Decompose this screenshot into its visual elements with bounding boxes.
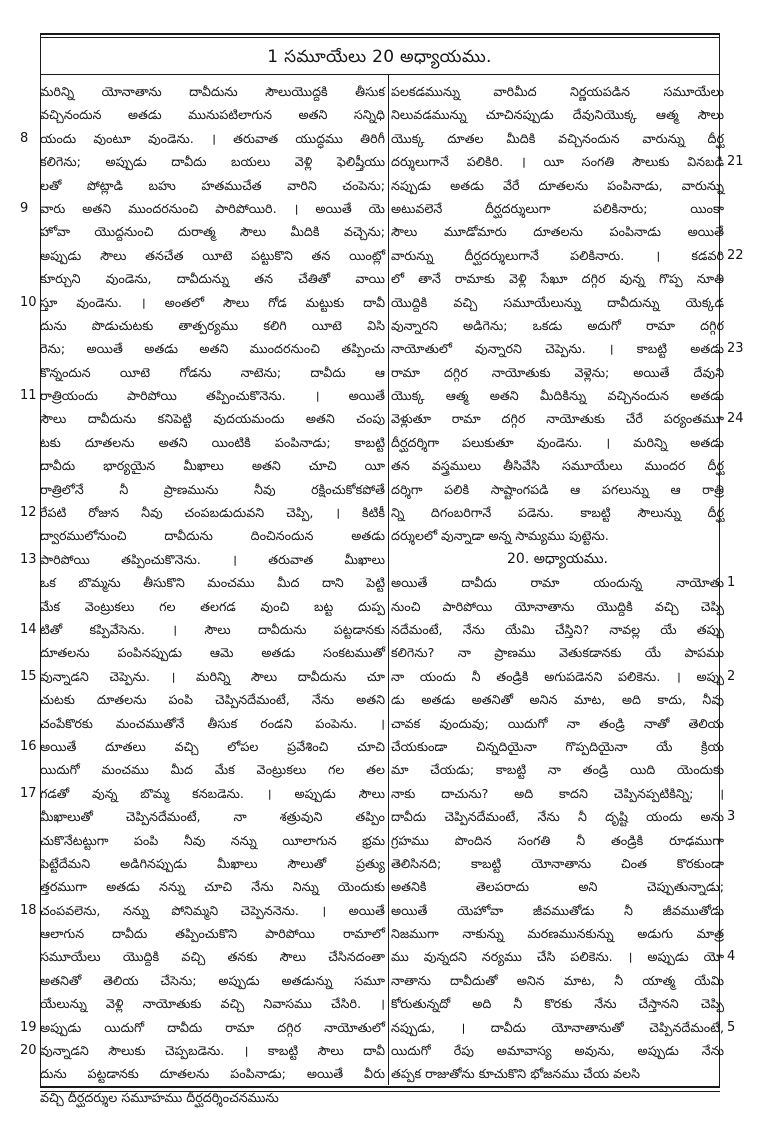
- text-line: [40, 595, 385, 618]
- line-text: టితో కప్పివేసెను. । సౌలు దావీదును పట్టడానకు: [40, 621, 385, 637]
- line-text: నిలువడమున్ను చూచినప్పుడు దేవునియొక్క ఆత్మ సౌలు: [391, 107, 724, 123]
- line-text: వున్నారని అడిగెను; ఒకడు అదుగో రామా దగ్గిర: [391, 317, 724, 333]
- text-line: [40, 992, 385, 1015]
- verse-number: 22: [727, 247, 744, 263]
- text-line: [391, 641, 724, 664]
- line-text: పారిపోయి తప్పించుకొనెను. । తరువాత మీఖాలు: [40, 551, 385, 567]
- text-line: [40, 641, 385, 664]
- text-line: [20, 548, 385, 571]
- text-line: [391, 1039, 724, 1062]
- line-text: చంపవలెను, నన్ను పోనిమ్మని చెప్పెననెను. । అయితే: [40, 902, 385, 918]
- text-line: [20, 197, 385, 220]
- top-border: [40, 33, 720, 35]
- line-text: నిజముగా నాకున్ను మరణమునకున్ను అడుగు మాత్ర: [391, 926, 724, 942]
- text-line: [40, 688, 385, 711]
- text-line: [20, 665, 385, 688]
- text-line: [391, 829, 724, 852]
- text-line: [391, 314, 724, 337]
- verse-number: 14: [20, 621, 37, 637]
- line-text: మేక వెంట్రుకలు గల తలగడ వుంచి బట్ట దుప్ప: [40, 598, 385, 614]
- line-text: చంపేకొరకు మంచముతోనే తీసుక రండని పంపెను. ।: [40, 715, 385, 731]
- verse-number: 12: [20, 505, 37, 521]
- line-text: దర్శిగా పలికి సాష్టాంగపడి ఆ పగలున్ను ఆ రాత్రి: [391, 481, 724, 497]
- text-line: [391, 688, 724, 711]
- text-line: [391, 431, 724, 454]
- line-text: లో తానే రామాకు వెళ్లి సేఖూ దగ్గిర వున్న గొప్ప నూతి: [391, 271, 724, 287]
- text-line: [20, 618, 385, 641]
- text-line: [391, 361, 724, 384]
- text-line: [391, 805, 736, 828]
- line-text: డు అతడు అతనితో అనిన మాట, అది కాదు, నీవు: [391, 692, 724, 708]
- verse-number: 9: [20, 200, 29, 216]
- text-line: [391, 291, 724, 314]
- verse-number: 16: [20, 738, 37, 754]
- text-line: [40, 524, 385, 547]
- verse-number: 23: [727, 341, 744, 357]
- text-line: [391, 103, 724, 126]
- line-text: యిదుగో రేపు అమావాస్య అవును, అప్పుడు నేను: [391, 1043, 724, 1059]
- text-line: [391, 407, 744, 430]
- text-line: [391, 618, 724, 641]
- text-line: [391, 782, 724, 805]
- text-line: [391, 150, 744, 173]
- text-line: [391, 384, 724, 407]
- text-line: [391, 454, 724, 477]
- text-line: [20, 291, 385, 314]
- verse-number: 10: [20, 294, 37, 310]
- text-line: [40, 758, 385, 781]
- line-text: సౌలు దావీదును కనిపెట్టి వుదయమందు అతని చంపు: [40, 411, 385, 427]
- line-text: వచ్చి దీర్ఘదర్శుల సమూహము దీర్ఘదర్శించనమును: [40, 1089, 279, 1105]
- line-text: కలిగెను; అప్పుడు దావీదు బయలు వెళ్లి ఫెలిష్తీయు: [40, 154, 385, 170]
- chapter-heading-text: 20. అధ్యాయము.: [507, 550, 608, 567]
- text-line: [391, 220, 724, 243]
- line-text: హోవా యొద్దనుంచి దురాత్మ సౌలు మీదికి వచ్చెను;: [40, 224, 385, 240]
- text-line: [40, 829, 385, 852]
- line-text: దీర్ఘదర్శిగా పలుకుతూ వుండెను. । మరిన్ని అతడు: [391, 434, 724, 450]
- text-line: [391, 712, 724, 735]
- text-line: [391, 174, 724, 197]
- text-line: [20, 1016, 385, 1039]
- text-line: [40, 103, 385, 126]
- line-text: వెళ్లుతూ రామా దగ్గిర నాయోతుకు చేరే పర్యంతమూ: [391, 411, 724, 427]
- text-line: [391, 80, 724, 103]
- text-line: [40, 478, 385, 501]
- line-text: అప్పుడు యిదుగో దావీదు రామా దగ్గిర నాయోతులో: [40, 1019, 385, 1035]
- text-line: [20, 127, 385, 150]
- text-line: [20, 735, 385, 758]
- verse-number: 2: [727, 668, 736, 684]
- verse-number: 3: [727, 809, 736, 825]
- column-divider: [388, 75, 389, 1085]
- text-line: [40, 314, 385, 337]
- text-line: [40, 220, 385, 243]
- line-text: ద్వారములోనుంచి దావీదును దించినందున అతడు: [40, 528, 385, 544]
- text-line: [40, 337, 385, 360]
- line-text: చావక వుందువు; యిదుగో నా తండ్రి నాతో తెలియ: [391, 715, 724, 731]
- text-line: [40, 969, 385, 992]
- line-text: దును పొడుచుటకు తాత్పర్యము కలిగి యీటె విసి: [40, 317, 385, 333]
- text-line: [391, 922, 724, 945]
- text-line: [391, 501, 724, 524]
- line-text: దును పట్టడానకు దూతలను పంపినాడు; అయితే వీరు: [40, 1066, 385, 1082]
- text-line: [20, 1039, 385, 1062]
- text-line: [391, 524, 724, 547]
- line-text: మరిన్ని యోనాతాను దావీదును సౌలుయొద్దకి తీసుక: [40, 84, 385, 99]
- line-text: దావీదు చెప్పినదేమంటే, నేను నీ దృష్టి యందు అను: [391, 809, 724, 825]
- left-column: [20, 80, 385, 1109]
- header-rule: [40, 74, 720, 75]
- line-text: యందు వుంటూ వుండెను. । తరువాత యుద్ధము తిరిగీ: [40, 130, 385, 146]
- text-line: [391, 127, 724, 150]
- line-text: కలిగెను? నా ప్రాణము వెతుకడానకు యే పాపము: [391, 645, 724, 661]
- line-text: ఆలాగున దావీదు తప్పించుకొని పారిపోయి రామాలో: [40, 926, 385, 942]
- text-line: [391, 197, 724, 220]
- right-column: [391, 80, 744, 1086]
- line-text: నాకు దాచును? అది కాదని చెప్పినప్పటికిన్ని; ।: [391, 785, 724, 801]
- line-text: రామా దగ్గిర నాయోతుకు వెళ్లెను; అయితే దేవుని: [391, 364, 724, 380]
- text-line: [391, 875, 724, 898]
- line-text: యొక్క ఆత్మ అతని మీదికిన్ను వచ్చినందున అతడు: [391, 388, 724, 404]
- text-line: [40, 267, 385, 290]
- line-text: స్తూ వుండెను. । అంతలో సౌలు గోడ మట్టుకు దావీ: [40, 294, 385, 310]
- line-text: త్తరముగా అతడు నన్ను చూచి నేను నిన్ను యెందుకు: [40, 879, 385, 895]
- line-text: సమూయేలు యొద్దికి వచ్చి తనకు సౌలు చేసినదంతా: [40, 949, 385, 965]
- verse-number: 20: [20, 1043, 37, 1059]
- page-title: 1 సమూయేలు 20 అధ్యాయము.: [267, 47, 492, 67]
- top-border-inner: [40, 37, 720, 38]
- line-text: రేపటి రోజున నీవు చంపబడుదువని చెప్పి, । కిటికీ: [40, 505, 385, 521]
- line-text: నప్పుడు అతడు వేరే దూతలను పంపినాడు, వారున్ను: [391, 177, 724, 193]
- text-line: [40, 407, 385, 430]
- verse-number: 4: [727, 949, 736, 965]
- text-line: [391, 665, 736, 688]
- line-text: దర్శులలో వున్నాడా అన్న సామ్యము పుట్టెను.: [391, 528, 609, 544]
- text-line: [391, 267, 724, 290]
- text-line: [40, 922, 385, 945]
- text-line: [391, 758, 724, 781]
- line-text: టకు దూతలను అతని యింటికి పంపినాడు; కాబట్టి: [40, 434, 385, 450]
- line-text: సౌలు మూడోమారు దూతలను పంపినాడు అయితే: [391, 224, 724, 240]
- line-text: గ్రహము పొందిన సంగతి నీ తండ్రికి రూఢముగా: [391, 832, 724, 848]
- text-line: [20, 384, 385, 407]
- line-text: తెలిసినది; కాబట్టి యోనాతాను చింత కొరకుండా: [391, 855, 724, 871]
- line-text: పలకడమున్ను వారిమీద నిర్ణయపడిన సమూయేలు: [391, 84, 724, 99]
- line-text: వారున్ను దీర్ఘదర్శులుగానే పలికినారు. । కడవరి: [391, 247, 724, 263]
- text-line: [40, 174, 385, 197]
- line-text: అయితే యెహోవా జీవముతోడు నీ జీవముతోడు: [391, 902, 724, 918]
- text-line: [20, 782, 385, 805]
- verse-number: 19: [20, 1019, 37, 1035]
- line-text: చేయకుండా చిన్నదియైనా గొప్పదియైనా యే క్రియ: [391, 738, 724, 754]
- line-text: దూతలను పంపినప్పుడు ఆమె అతడు సంకటముతో: [40, 645, 385, 661]
- line-text: మా చేయడు; కాబట్టి నా తండ్రి యిది యెందుకు: [391, 762, 724, 778]
- verse-number: 18: [20, 902, 37, 918]
- text-line: [391, 595, 724, 618]
- text-line: [40, 852, 385, 875]
- line-text: కోరుతున్నదో అది నీ కొరకు నేను చేస్తానని చెప్పి: [391, 996, 724, 1012]
- text-line: [40, 361, 385, 384]
- verse-number: 1: [727, 575, 736, 591]
- verse-number: 8: [20, 130, 29, 146]
- text-line: [40, 150, 385, 173]
- line-text: ము వున్నదని నర్యము చేసి పలికెను. । అప్పుడు యో: [391, 949, 724, 965]
- text-line: [40, 1062, 385, 1085]
- text-line: [391, 899, 724, 922]
- text-line: [391, 1062, 724, 1085]
- verse-number: 5: [727, 1019, 736, 1035]
- text-line: [391, 244, 744, 267]
- line-text: అయితే దావీదు రామా యందున్న నాయోతు: [391, 575, 724, 591]
- line-text: నదేమంటే, నేను యేమి చేస్తిని? నావల్ల యే తప్పు: [391, 621, 724, 637]
- line-text: తప్పక రాజుతోను కూచుకొని భోజనము చేయ వలసి: [391, 1066, 641, 1082]
- text-line: [391, 337, 744, 360]
- line-text: అటువలెనే దీర్ఘదర్శులుగా పలికినారు; యింకా: [391, 200, 724, 216]
- line-text: దావీదు భార్యయైన మీఖాలు అతని చూచి యీ: [40, 458, 385, 474]
- line-text: కూర్చుని వుండెను, దావీదున్ను తన చేతితో వాయి: [40, 271, 385, 287]
- line-text: ఒక బొమ్మను తీసుకొని మంచము మీద దాని పెట్టి: [40, 575, 385, 591]
- line-text: రాత్రియందు పారిపోయి తప్పించుకొనెను. । అయితే: [40, 388, 385, 404]
- line-text: లతో పోట్లాడి బహు హతముచేత వారిని చంపెను;: [40, 177, 385, 193]
- line-text: అయితే దూతలు వచ్చి లోపల ప్రవేశించి చూచి: [40, 738, 385, 754]
- text-line: [391, 992, 724, 1015]
- text-line: [40, 805, 385, 828]
- chapter-heading: [391, 548, 724, 571]
- text-line: [391, 1016, 736, 1039]
- line-text: తన వస్త్రములు తీసివేసి సమూయేలు ముందర దీర్ఘ: [391, 458, 724, 474]
- line-text: వచ్చినందున అతడు మునుపటిలాగున అతని సన్నిధి: [40, 107, 385, 123]
- line-text: యొద్దికి వచ్చి సమూయేలున్ను దావీదున్ను యెక్కడ: [391, 294, 724, 310]
- line-text: పెట్టేదేమని అడిగినప్పుడు మీఖాలు సౌలుతో ప్రత్యు: [40, 855, 385, 871]
- text-line: [40, 571, 385, 594]
- verse-number: 17: [20, 785, 37, 801]
- text-line: [40, 712, 385, 735]
- text-line: [391, 478, 724, 501]
- text-line: [391, 945, 736, 968]
- line-text: కొన్నందున యీటె గోడను నాటెను; దావీదు ఆ: [40, 364, 385, 380]
- text-line: [40, 1086, 385, 1109]
- verse-number: 11: [20, 388, 37, 404]
- line-text: అప్పుడు సౌలు తనచేత యీటె పట్టుకొని తన యింట్లో: [40, 247, 385, 263]
- text-line: [40, 945, 385, 968]
- line-text: వున్నాడని సౌలుకు చెప్పబడెను. । కాబట్టి సౌలు దావీ: [40, 1043, 385, 1059]
- verse-number: 21: [727, 154, 744, 170]
- text-line: [391, 852, 724, 875]
- line-text: దర్శులుగానే పలికిరి. । యీ సంగతి సౌలుకు వినబడి: [391, 154, 724, 170]
- text-line: [391, 969, 724, 992]
- text-line: [40, 875, 385, 898]
- text-line: [20, 899, 385, 922]
- line-text: వున్నాడని చెప్పెను. । మరిన్ని సౌలు దావీదును చూ: [40, 668, 385, 684]
- verse-number: 13: [20, 551, 37, 567]
- line-text: రాత్రిలోనే నీ ప్రాణమును నీవు రక్షించుకోకపోతే: [40, 481, 385, 497]
- text-line: [40, 244, 385, 267]
- text-line: [391, 735, 724, 758]
- line-text: అతనితో తెలియ చేసెను; అప్పుడు అతడున్ను సమూ: [40, 972, 385, 988]
- line-text: యేలున్ను వెళ్లి నాయోతుకు వచ్చి నివాసము చేసిరి. ।: [40, 996, 385, 1012]
- line-text: యొక్క దూతల మీదికి వచ్చినందున వారున్ను దీర్ఘ: [391, 130, 724, 146]
- line-text: యిదుగో మంచము మీద మేక వెంట్రుకలు గల తల: [40, 762, 385, 778]
- line-text: అతనికి తెలపరాదు అని చెప్పుతున్నాడు;: [391, 879, 724, 895]
- line-text: నాతాను దావీదుతో అనిన మాట, నీ యాత్మ యేమి: [391, 972, 724, 988]
- line-text: చుటకు దూతలను పంపి చెప్పినదేమంటే, నేను అతని: [40, 692, 385, 708]
- line-text: నప్పుడు, । దావీదు యోనాతానుతో చెప్పినదేమంటే,: [391, 1019, 724, 1035]
- text-line: [40, 454, 385, 477]
- line-text: చుకొనేటట్టుగా పంపి నీవు నన్ను యీలాగున భ్రమ: [40, 832, 385, 848]
- line-text: నుంచి పారిపోయి యోనాతాను యొద్దికి వచ్చి చెప్పి: [391, 598, 724, 614]
- line-text: నా యందు నీ తండ్రికి అగుపడెనని పలికెను. । అప్పు: [391, 668, 724, 684]
- line-text: వారు అతని ముందరనుంచి పారిపోయిరి. । అయితే యె: [40, 200, 385, 216]
- text-line: [391, 571, 736, 594]
- line-text: న్ని దిగంబరిగానే పడెను. కాబట్టి సౌలున్ను దీర్ఘ: [391, 505, 724, 521]
- text-line: [40, 431, 385, 454]
- line-text: గడతో వున్న బొమ్మ కనబడెను. । అప్పుడు సౌలు: [40, 785, 385, 801]
- line-text: మీఖాలుతో చెప్పినదేమంటే, నా శత్రువుని తప్పిం: [40, 809, 385, 825]
- text-line: [20, 501, 385, 524]
- verse-number: 15: [20, 668, 37, 684]
- line-text: రెను; అయితే అతడు అతని ముందరనుంచి తప్పించు: [40, 341, 385, 357]
- text-line: [40, 80, 385, 103]
- verse-number: 24: [727, 411, 744, 427]
- line-text: నాయోతులో వున్నారని చెప్పెను. । కాబట్టి అతడు: [391, 341, 724, 357]
